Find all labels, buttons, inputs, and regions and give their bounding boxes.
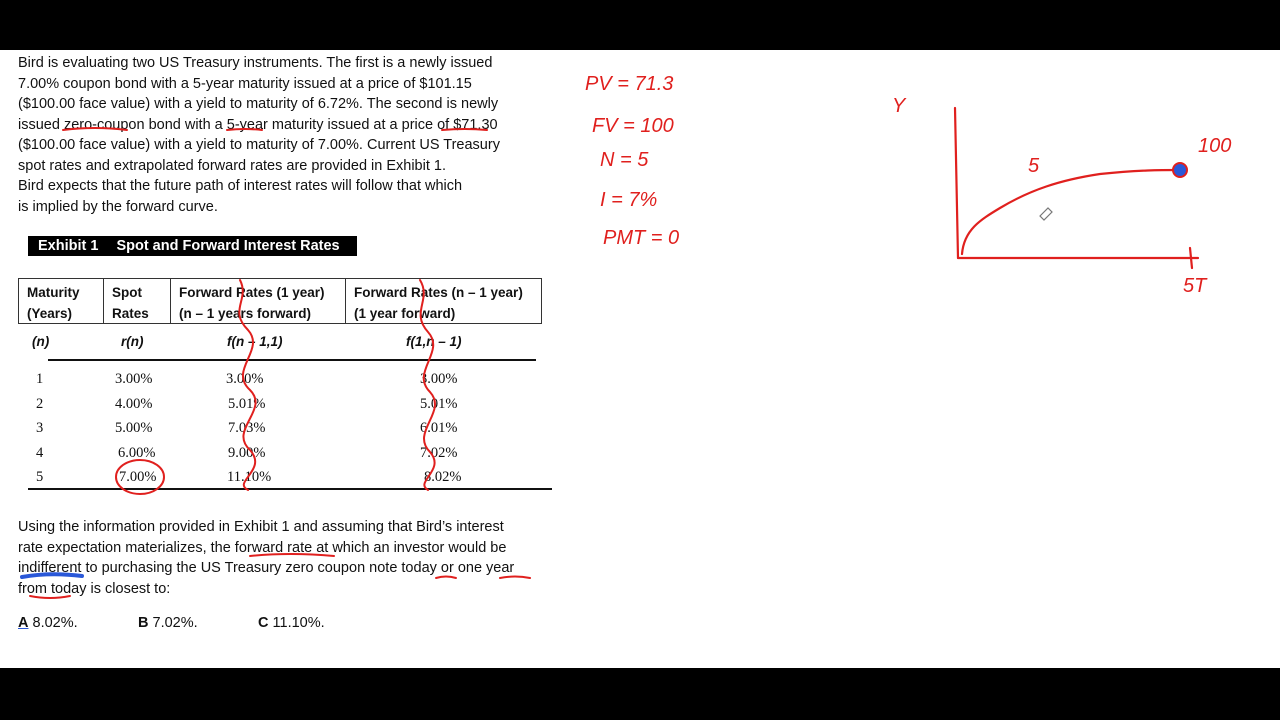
intro-line: Bird expects that the future path of interest rates will follow that which [18,178,463,194]
table-header [18,278,542,324]
cell-n: 5 [36,469,44,485]
intro-line: ($100.00 face value) with a yield to maturity of 7.00%. Current US Treasury [18,137,500,153]
graph-curve [962,170,1180,254]
cell-fwd1: 11.10% [227,469,272,485]
header-line: Maturity [27,285,80,300]
cell-fwd1: 9.00% [228,445,266,461]
cell-n: 2 [36,396,44,412]
intro-line: is implied by the forward curve. [18,198,218,215]
cell-spot: 3.00% [115,371,153,387]
header-line: (n – 1 years forward) [179,306,312,321]
cell-spot: 5.00% [115,420,153,436]
header-forward-2 [345,279,542,323]
header-line: Rates [112,306,149,321]
table-bottom-rule [28,488,552,490]
cell-fwd2: 5.01% [420,396,458,412]
symbol-rule [48,359,536,361]
graph-label-y: Y [892,95,906,117]
question-line: rate expectation materializes, the forward rate at which an investor would be [18,539,507,556]
exhibit-title-bar [28,236,357,256]
intro-line: ($100.00 face value) with a yield to maturity of 6.72%. The second is newly [18,96,499,112]
pen-cursor-icon [1040,208,1052,220]
graph-label-hundred: 100 [1198,135,1232,157]
cell-fwd1: 7.03% [228,420,266,436]
graph-label-five: 5 [1028,155,1040,177]
header-line: Forward Rates (n – 1 year) [354,285,523,300]
choice-letter: B [138,615,149,631]
cell-fwd1: 3.00% [226,371,264,387]
document-page [0,50,1280,668]
exhibit-title: Spot and Forward Interest Rates [116,238,340,254]
header-spot [103,279,170,323]
header-maturity [19,279,103,323]
header-line: (1 year forward) [354,306,456,321]
cell-fwd2: 8.02% [424,469,462,485]
choice-a[interactable] [18,615,78,631]
intro-line: 7.00% coupon bond with a 5-year maturity issued at a price of $101.15 [18,75,472,92]
question-line: from today is closest to: [18,580,171,597]
header-line: Forward Rates (1 year) [179,285,325,300]
header-line: (Years) [27,306,73,321]
question-paragraph [18,517,514,599]
choice-text: 7.02%. [152,615,198,631]
choice-text: 11.10%. [272,615,325,631]
note-pmt: PMT = 0 [603,227,680,249]
cell-n: 4 [36,445,44,461]
cell-spot: 7.00% [119,469,157,485]
graph-y-axis [955,108,958,258]
cell-fwd2: 6.01% [420,420,458,436]
note-n: N = 5 [600,149,649,171]
choice-text: 8.02%. [32,615,78,631]
cell-fwd2: 7.02% [420,445,458,461]
symbol-f2: f(1,n – 1) [406,334,462,349]
cell-n: 3 [36,420,44,436]
header-line: Spot [112,285,142,300]
choice-letter: C [258,615,269,631]
intro-line: issued zero-coupon bond with a 5-year maturity issued at a price of $71.30 [18,116,498,133]
cell-n: 1 [36,371,44,387]
note-pv: PV = 71.3 [585,73,674,95]
choice-c[interactable] [258,615,325,631]
intro-line: Bird is evaluating two US Treasury instruments. The first is a newly issued [18,55,493,71]
question-line: Using the information provided in Exhibit 1 and assuming that Bird’s interest [18,519,504,535]
question-line: indifferent to purchasing the US Treasury zero coupon note today or one year [18,560,515,576]
header-forward-1 [170,279,345,323]
symbol-n: (n) [32,334,50,349]
note-i: I = 7% [600,189,658,211]
symbol-r: r(n) [121,334,144,349]
cell-spot: 4.00% [115,396,153,412]
choice-letter: A [18,615,29,631]
graph-tick [1190,248,1192,268]
cell-fwd1: 5.01% [228,396,266,412]
note-fv: FV = 100 [592,115,674,137]
graph-label-t: 5T [1183,275,1207,297]
intro-paragraph [18,53,500,217]
intro-line: spot rates and extrapolated forward rates are provided in Exhibit 1. [18,157,446,174]
exhibit-label: Exhibit 1 [38,238,99,254]
symbol-f1: f(n – 1,1) [227,334,283,349]
cell-fwd2: 3.00% [420,371,458,387]
choice-b[interactable] [138,615,198,631]
graph-endpoint-dot [1173,163,1187,177]
cell-spot: 6.00% [118,445,156,461]
